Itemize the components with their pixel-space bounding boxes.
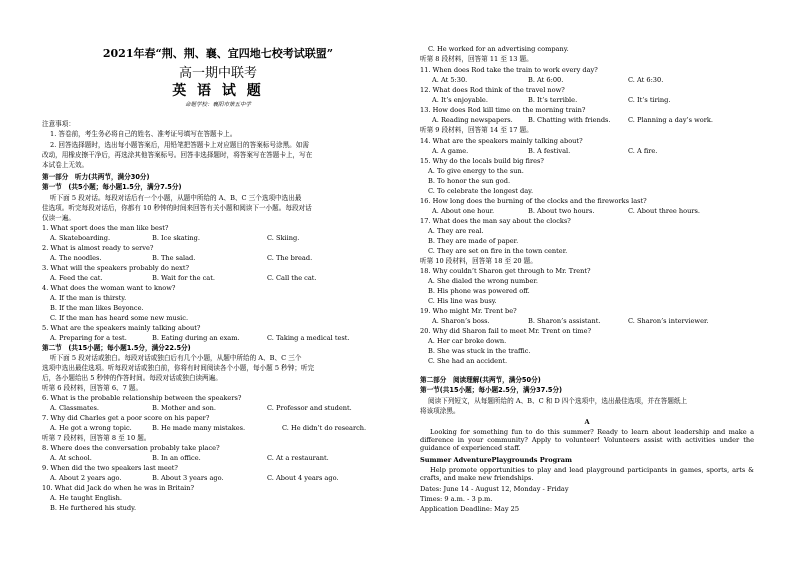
option-b: B. His phone was powered off. <box>428 287 530 295</box>
question: 18. Why couldn’t Sharon get through to Mr. Trent? <box>420 267 591 275</box>
option-b: B. About 3 years ago. <box>152 474 224 482</box>
option-a: A. At 5:30. <box>432 76 468 84</box>
question: 11. When does Rod take the train to work every day? <box>420 66 598 74</box>
question: 4. What does the woman want to know? <box>42 284 176 292</box>
material-note: 听第 6 段材料，回答第 6、7 题。 <box>42 384 143 392</box>
directions-line: 仅读一遍。 <box>42 214 75 222</box>
part2-title: 第二部分 阅读理解(共两节，满分50分) <box>420 376 541 384</box>
option-c: C. He worked for an advertising company. <box>428 45 569 53</box>
option-b: B. Eating during an exam. <box>152 334 240 342</box>
option-c: C. They are set on fire in the town center. <box>428 247 568 255</box>
question: 17. What does the man say about the clocks? <box>420 217 571 225</box>
option-b: B. To honor the sun god. <box>428 177 511 185</box>
program-dates: Dates: June 14 - August 12, Monday - Friday <box>420 485 569 493</box>
exam-title: 2021年春“荆、荆、襄、宜四地七校考试联盟” <box>102 47 334 60</box>
question: 8. Where does the conversation probably take place? <box>42 444 220 452</box>
notes-line: 1. 答卷前，考生务必将自己的姓名、准考证号填写在答题卡上。 <box>50 130 237 138</box>
option-a: A. They are real. <box>428 227 484 235</box>
option-a: A. Sharon’s boss. <box>432 317 490 325</box>
option-a: A. Skateboarding. <box>50 234 111 242</box>
notes-heading: 注意事项： <box>42 120 75 128</box>
question: 20. Why did Sharon fail to meet Mr. Trent on time? <box>420 327 592 335</box>
option-c: C. About three hours. <box>628 207 700 215</box>
notes-line: 本试卷上无效。 <box>42 161 89 169</box>
notes-line: 改动，用橡皮擦干净后，再选涂其他答案标号。回答非选择题时，将答案写在答题卡上，写在 <box>42 151 313 159</box>
exam-subtitle: 高一期中联考 <box>178 66 257 81</box>
option-a: A. About one hour. <box>432 207 495 215</box>
option-c: C. His line was busy. <box>428 297 497 305</box>
option-a: A. Feed the cat. <box>50 274 103 282</box>
option-b: B. It’s terrible. <box>528 96 578 104</box>
option-b: B. Sharon’s assistant. <box>528 317 601 325</box>
part2-section1-title: 第一节(共15小题；每小题2.5分，满分37.5分) <box>420 386 563 394</box>
directions-line: 选项中选出最佳选项。听每段对话或独白前，你将有时间阅读各个小题，每小题 5 秒钟；听完 <box>42 364 315 372</box>
directions-line: 听下面 5 段对话。每段对话后有一个小题，从题中所给的 A、B、C 三个选项中选出最 <box>50 194 302 202</box>
option-c: C. Planning a day’s work. <box>628 116 713 124</box>
option-b: B. Mother and son. <box>152 404 216 412</box>
option-c: C. Taking a medical test. <box>267 334 350 342</box>
option-a: A. He got a wrong topic. <box>50 424 132 432</box>
option-b: B. He furthered his study. <box>50 504 137 512</box>
question: 1. What sport does the man like best? <box>42 224 169 232</box>
part1-title: 第一部分 听力(共两节，满分30分) <box>42 173 150 181</box>
program-times: Times: 9 a.m. - 3 p.m. <box>420 495 493 503</box>
material-note: 听第 9 段材料，回答第 14 至 17 题。 <box>420 126 533 134</box>
option-b: B. If the man likes Beyonce. <box>50 304 144 312</box>
directions-line: 佳选项。听完每段对话后，你都有 10 秒钟的时间来回答有关小题和阅读下一小题。每段对话 <box>42 204 312 212</box>
option-a: A. The noodles. <box>50 254 102 262</box>
question: 10. What did Jack do when he was in Britain? <box>42 484 195 492</box>
section2-title: 第二节 (共15小题；每小题1.5分，满分22.5分) <box>42 344 191 352</box>
program-description: Help promote opportunities to play and lead playground participants in games, sports, arts & crafts, and make new friendships. <box>420 466 754 482</box>
question: 7. Why did Charles get a poor score on his paper? <box>42 414 210 422</box>
material-note: 听第 7 段材料，回答第 8 至 10 题。 <box>42 434 151 442</box>
option-a: A. It’s enjoyable. <box>432 96 488 104</box>
option-c: C. He didn’t do research. <box>282 424 367 432</box>
question: 16. How long does the burning of the clocks and the fireworks last? <box>420 197 647 205</box>
option-a: A. Reading newspapers. <box>432 116 513 124</box>
option-a: A. At school. <box>50 454 92 462</box>
directions-line: 听下面 5 段对话或独白。每段对话或独白后有几个小题，从题中所给的 A、B、C 三个 <box>50 354 302 362</box>
question: 5. What are the speakers mainly talking about? <box>42 324 201 332</box>
option-b: B. They are made of paper. <box>428 237 519 245</box>
option-b: B. Chatting with friends. <box>528 116 611 124</box>
question: 15. Why do the locals build big fires? <box>420 157 544 165</box>
option-c: C. Professor and student. <box>267 404 352 412</box>
option-b: B. She was stuck in the traffic. <box>428 347 531 355</box>
question: 3. What will the speakers probably do next? <box>42 264 190 272</box>
option-c: C. At 6:30. <box>628 76 664 84</box>
option-a: A. About 2 years ago. <box>50 474 122 482</box>
option-c: C. To celebrate the longest day. <box>428 187 534 195</box>
directions-line: 阅读下列短文，从每题所给的 A、B、C 和 D 四个选项中，选出最佳选项，并在答题纸上 <box>428 397 688 405</box>
option-c: C. Sharon’s interviewer. <box>628 317 709 325</box>
application-deadline: Application Deadline: May 25 <box>420 505 520 513</box>
option-b: B. About two hours. <box>528 207 595 215</box>
section1-title: 第一节 (共5小题；每小题1.5分，满分7.5分) <box>42 183 182 191</box>
option-c: C. It’s tiring. <box>628 96 671 104</box>
option-a: A. She dialed the wrong number. <box>428 277 538 285</box>
option-c: C. About 4 years ago. <box>267 474 339 482</box>
option-c: C. At a restaurant. <box>267 454 329 462</box>
option-b: B. In an office. <box>152 454 201 462</box>
option-b: B. He made many mistakes. <box>152 424 246 432</box>
option-b: B. The salad. <box>152 254 196 262</box>
author-school: 命题学校：襄阳市第五中学 <box>184 102 251 108</box>
option-b: B. Wait for the cat. <box>152 274 215 282</box>
question: 2. What is almost ready to serve? <box>42 244 154 252</box>
option-a: A. To give energy to the sun. <box>428 167 524 175</box>
program-title: Summer AdventurePlaygrounds Program <box>420 456 572 464</box>
option-c: C. If the man has heard some new music. <box>50 314 189 322</box>
option-c: C. The bread. <box>267 254 313 262</box>
question: 19. Who might Mr. Trent be? <box>420 307 517 315</box>
option-a: A. He taught English. <box>50 494 122 502</box>
option-c: C. A fire. <box>628 147 658 155</box>
material-note: 听第 10 段材料，回答第 18 至 20 题。 <box>420 257 537 265</box>
option-c: C. Call the cat. <box>267 274 317 282</box>
option-b: B. Ice skating. <box>152 234 200 242</box>
material-note: 听第 8 段材料，回答第 11 至 13 题。 <box>420 55 533 63</box>
option-a: A. Preparing for a test. <box>50 334 127 342</box>
option-c: C. Skiing. <box>267 234 300 242</box>
option-b: B. At 6:00. <box>528 76 564 84</box>
option-a: A. Her car broke down. <box>428 337 507 345</box>
passage-paragraph: Looking for something fun to do this summer? Ready to learn about leadership and make a difference in your community? Apply to volunteer! Volunteers assist with activities under the guidance of experienced staff. <box>420 428 754 452</box>
option-b: B. A festival. <box>528 147 571 155</box>
question: 13. How does Rod kill time on the morning train? <box>420 106 586 114</box>
directions-line: 后，各小题给出 5 秒钟的作答时间。每段对话或独白读两遍。 <box>42 374 222 382</box>
question: 14. What are the speakers mainly talking about? <box>420 137 583 145</box>
option-a: A. Classmates. <box>50 404 100 412</box>
option-c: C. She had an accident. <box>428 357 508 365</box>
option-a: A. If the man is thirsty. <box>50 294 127 302</box>
passage-letter: A <box>584 418 590 426</box>
question: 6. What is the probable relationship between the speakers? <box>42 394 242 402</box>
question: 9. When did the two speakers last meet? <box>42 464 178 472</box>
question: 12. What does Rod think of the travel now? <box>420 86 565 94</box>
notes-line: 2. 回答选择题时，选出每小题答案后，用铅笔把答题卡上对应题目的答案标号涂黑。如需 <box>50 141 309 149</box>
option-a: A. A game. <box>432 147 469 155</box>
directions-line: 将该项涂黑。 <box>420 407 460 415</box>
exam-name: 英 语 试 题 <box>172 83 264 99</box>
